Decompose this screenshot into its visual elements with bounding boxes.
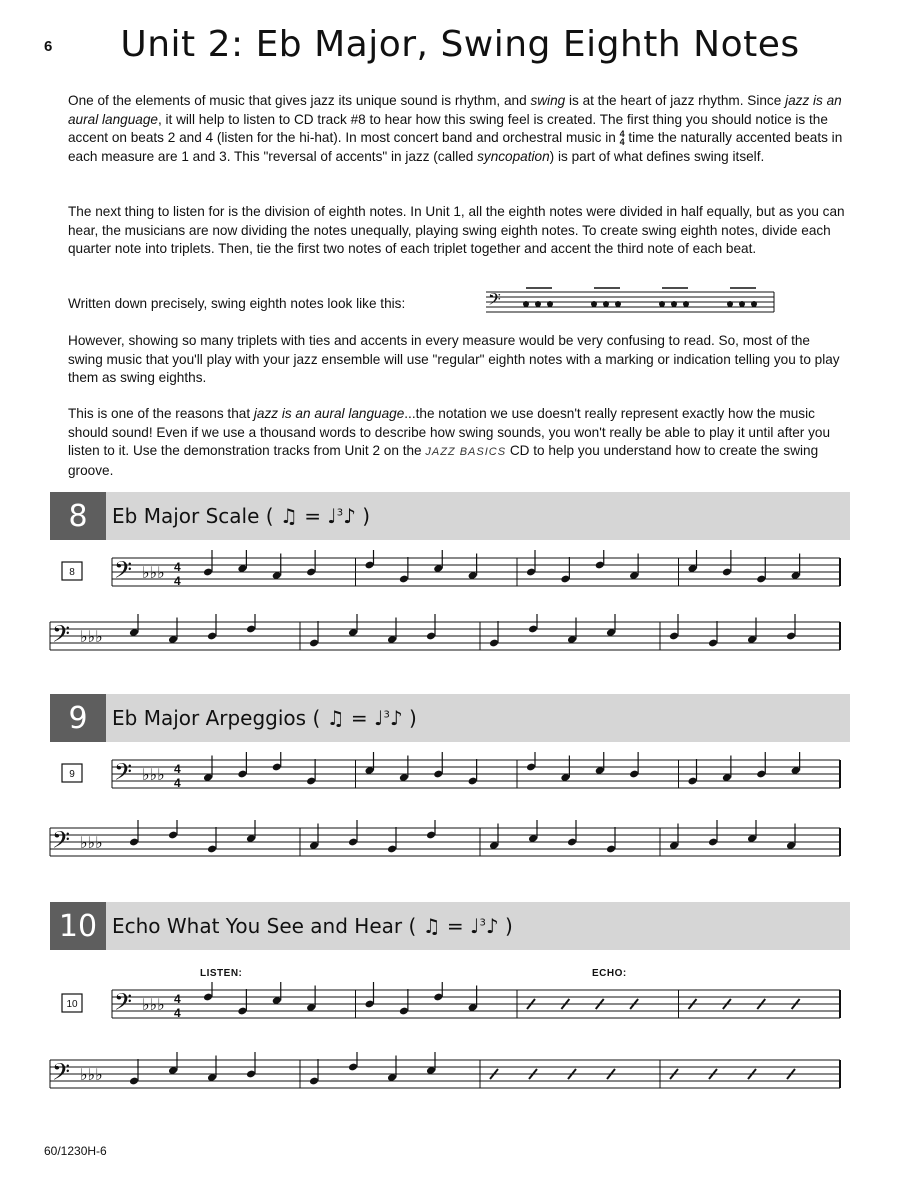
key-signature: ♭♭♭ — [80, 833, 103, 852]
key-signature: ♭♭♭ — [142, 995, 165, 1014]
cd-track-number: 10 — [66, 999, 78, 1010]
section-header-10 — [50, 902, 850, 950]
echo-label: ECHO: — [592, 968, 627, 979]
swing-eighths-example — [486, 282, 776, 318]
intro-paragraph-3: Written down precisely, swing eighth notes look like this: — [68, 296, 406, 311]
swing-marking: ♫ = ♩$^3$♪ — [273, 504, 356, 528]
listen-label: LISTEN: — [200, 968, 243, 979]
section-number: 8 — [50, 492, 106, 540]
page-title: Unit 2: Eb Major, Swing Eighth Notes — [120, 24, 800, 65]
bass-clef: 𝄢 — [52, 620, 71, 653]
swing-marking: ♫ = ♩$^3$♪ — [320, 706, 403, 730]
intro-paragraph-1: One of the elements of music that gives jazz its unique sound is rhythm, and swing is at the heart of jazz rhythm. Since jazz is an aural language, it will help to listen to CD track #8 to hear how this swing feel is created. The first thing you should notice is the accent on beats 2 and 4 (listen for the hi-hat). In most concert band and orchestral music in 4 4 time the naturally accented beats in each measure are 1 and 3. This "reversal of accents" in jazz (called syncopation) is part of what defines swing itself. — [68, 93, 843, 164]
cd-track-icon — [62, 562, 82, 580]
bass-clef: 𝄢 — [114, 556, 133, 589]
svg-text:𝄢: 𝄢 — [488, 289, 501, 313]
key-signature: ♭♭♭ — [80, 1065, 103, 1084]
staff-line-9b — [0, 820, 900, 870]
key-signature: ♭♭♭ — [142, 765, 165, 784]
staff-line-9a — [0, 752, 900, 802]
cd-track-number: 8 — [69, 567, 75, 578]
staff-line-8a — [0, 550, 900, 600]
time-signature-bottom: 4 — [174, 1006, 181, 1020]
key-signature: ♭♭♭ — [80, 627, 103, 646]
page-number: 6 — [44, 38, 53, 55]
bass-clef: 𝄢 — [52, 1058, 71, 1091]
footer-code: 60/1230H-6 — [44, 1144, 107, 1158]
swing-marking: ♫ = ♩$^3$♪ — [416, 914, 499, 938]
staff-line-10b — [0, 1052, 900, 1102]
intro-paragraph-5: This is one of the reasons that jazz is an aural language...the notation we use doesn't really represent exactly how the music should sound! Even if we use a thousand words to describe how swing sounds, you won't really be able to play it until after you listen to it. Use the demonstration tracks from Unit 2 on the JAZZ BASICS CD to help you understand how to create the swing groove. — [68, 406, 831, 478]
intro-paragraph-2: The next thing to listen for is the division of eighth notes. In Unit 1, all the eighth notes were divided in half equally, but as you can hear, the musicians are now dividing the notes unequally, playing swing eighth notes. To create swing eighth notes, divide each quarter note into triplets. Then, tie the first two notes of each triplet together and accent the third note of each beat. — [68, 204, 845, 256]
staff-line-10a — [0, 982, 900, 1032]
section-header-9 — [50, 694, 850, 742]
time-signature-bottom: 4 — [174, 574, 181, 588]
section-title: Eb Major Arpeggios ( ♫ = ♩$^3$♪ ) — [112, 706, 417, 730]
bass-clef: 𝄢 — [114, 988, 133, 1021]
time-signature: 4 4 — [619, 129, 625, 148]
section-title: Echo What You See and Hear ( ♫ = ♩$^3$♪ ) — [112, 914, 513, 938]
section-number: 10 — [50, 902, 106, 950]
section-title: Eb Major Scale ( ♫ = ♩$^3$♪ ) — [112, 504, 371, 528]
staff-line-8b — [0, 614, 900, 664]
cd-track-number: 9 — [69, 769, 75, 780]
time-signature-bottom: 4 — [174, 776, 181, 790]
key-signature: ♭♭♭ — [142, 563, 165, 582]
cd-track-icon — [62, 994, 82, 1012]
cd-track-icon — [62, 764, 82, 782]
bass-clef: 𝄢 — [114, 758, 133, 791]
intro-paragraph-4: However, showing so many triplets with ties and accents in every measure would be very confusing to read. So, most of the swing music that you'll play with your jazz ensemble will use "regular" eighth notes with a marking or indication telling you to play them as swing eighths. — [68, 333, 840, 385]
time-signature-top: 4 — [174, 560, 181, 574]
time-signature-top: 4 — [174, 992, 181, 1006]
time-signature-top: 4 — [174, 762, 181, 776]
section-header-8 — [50, 492, 850, 540]
section-number: 9 — [50, 694, 106, 742]
bass-clef: 𝄢 — [52, 826, 71, 859]
